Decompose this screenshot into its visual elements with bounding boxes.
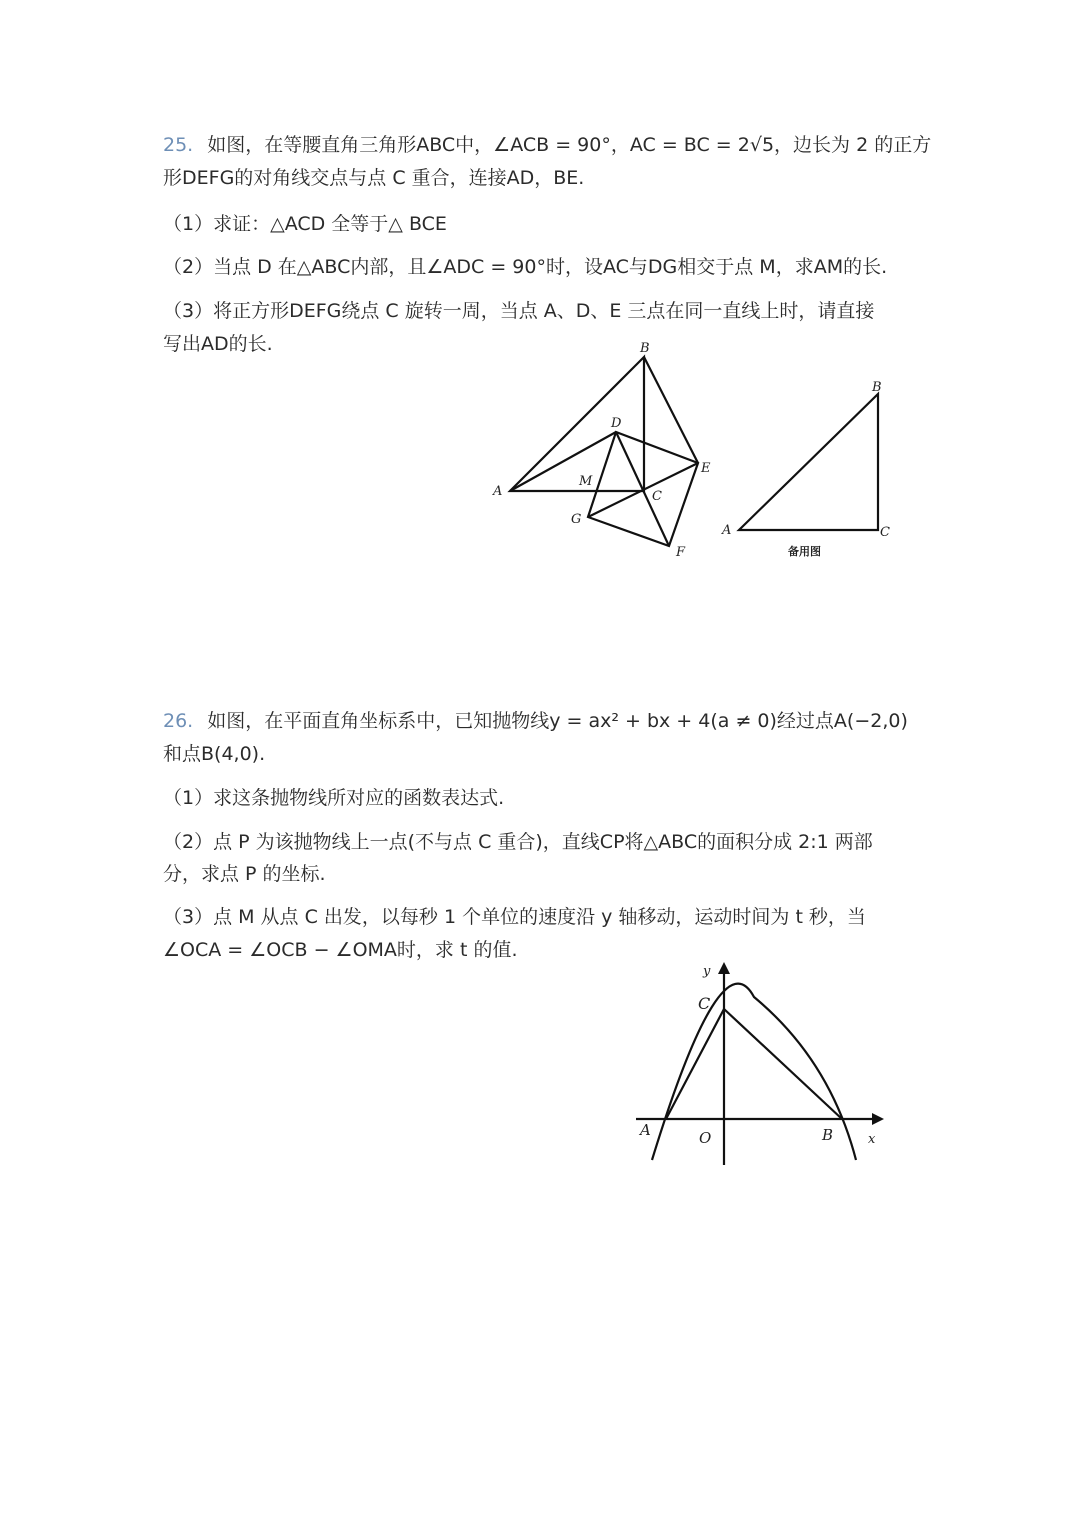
- graph-label-a: A: [640, 1121, 651, 1139]
- label-d: D: [611, 416, 622, 431]
- q25-figure: [480, 335, 730, 570]
- q25-part3-line1: （3）将正方形DEFG绕点 C 旋转一周，当点 A、D、E 三点在同一直线上时，请直接: [163, 300, 875, 322]
- graph-label-x: x: [868, 1132, 876, 1147]
- backup-caption: 备用图: [788, 545, 821, 558]
- label-c: C: [652, 489, 662, 504]
- q25-part3-line2: 写出AD的长.: [163, 333, 273, 355]
- q26-line1: [163, 707, 908, 735]
- graph-label-c: C: [698, 994, 711, 1013]
- segment-be: [644, 357, 698, 463]
- y-axis-arrow: [718, 962, 730, 974]
- label-m: M: [579, 474, 593, 489]
- q25-figure-lines: [510, 357, 698, 546]
- graph-label-o: O: [699, 1129, 712, 1147]
- q26-stem-1: 如图，在平面直角坐标系中，已知抛物线y = ax² + bx + 4(a ≠ 0)经过点A(−2,0): [207, 710, 908, 732]
- graph-label-y: y: [703, 964, 711, 979]
- backup-label-c: C: [880, 525, 890, 540]
- backup-label-b: B: [872, 380, 882, 395]
- backup-triangle: [739, 394, 878, 530]
- q25-line1: [163, 131, 931, 159]
- q26-part3-line2: ∠OCA = ∠OCB − ∠OMA时，求 t 的值.: [163, 939, 518, 961]
- graph-label-b: B: [822, 1126, 834, 1144]
- q26-graph: [630, 958, 890, 1173]
- label-b: B: [640, 341, 650, 356]
- q25-part1: （1）求证：△ACD 全等于△ BCE: [163, 213, 447, 235]
- q26-part2-line1: （2）点 P 为该抛物线上一点(不与点 C 重合)，直线CP将△ABC的面积分成 2:1 两部: [163, 831, 873, 853]
- q25-stem-1: 如图，在等腰直角三角形ABC中，∠ACB = 90°，AC = BC = 2√5，边长为 2 的正方: [207, 134, 932, 156]
- q25-part2: （2）当点 D 在△ABC内部，且∠ADC = 90°时，设AC与DG相交于点 M，求AM的长.: [163, 256, 888, 278]
- q26-part1: （1）求这条抛物线所对应的函数表达式.: [163, 787, 505, 809]
- q26-part2-line2: 分，求点 P 的坐标.: [163, 863, 326, 885]
- label-g: G: [571, 512, 582, 527]
- q26-stem-2: 和点B(4,0).: [163, 743, 266, 765]
- q26-number: 26.: [163, 710, 194, 732]
- q25-backup-figure: [715, 375, 900, 565]
- label-a: A: [493, 484, 503, 499]
- label-e: E: [701, 461, 711, 476]
- q26-part3-line1: （3）点 M 从点 C 出发，以每秒 1 个单位的速度沿 y 轴移动，运动时间为 t 秒，当: [163, 906, 866, 928]
- x-axis-arrow: [872, 1113, 884, 1125]
- q25-number: 25.: [163, 134, 194, 156]
- q25-stem-2: 形DEFG的对角线交点与点 C 重合，连接AD，BE.: [163, 167, 585, 189]
- label-f: F: [676, 545, 686, 560]
- backup-label-a: A: [722, 523, 732, 538]
- segment-ac: [666, 1009, 724, 1119]
- triangle-abc: [510, 357, 644, 491]
